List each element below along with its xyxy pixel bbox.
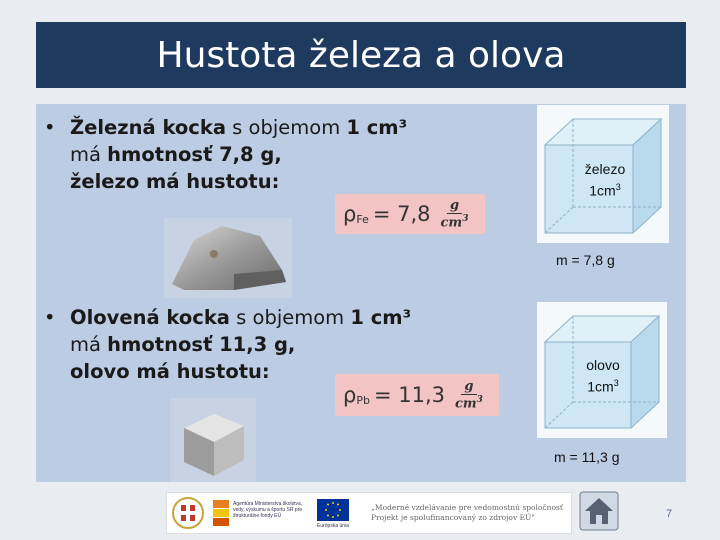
lead-mass-label: m = 11,3 g bbox=[554, 449, 620, 465]
formula-value: = 7,8 bbox=[372, 202, 431, 226]
bullet-lead-text2: má bbox=[70, 333, 108, 356]
bullet-iron bbox=[44, 114, 408, 195]
bullet-iron-text: s objemom bbox=[225, 116, 347, 139]
bullet-iron-density-label: železo má hustotu: bbox=[70, 170, 280, 193]
iron-cube-label: železo $1cm^3$ bbox=[584, 161, 626, 199]
page-number: 7 bbox=[666, 508, 673, 520]
formula-subscript: Pb bbox=[356, 393, 370, 407]
bullet-lead-mass: hmotnosť 11,3 g, bbox=[107, 333, 296, 356]
bullet-lead-density-label: olovo má hustotu: bbox=[70, 360, 270, 383]
eu-flag-icon bbox=[317, 499, 349, 521]
formula-unit: $\frac{g}{cm^3}$ bbox=[440, 197, 469, 231]
footer-logos bbox=[166, 492, 572, 534]
formula-unit: $\frac{g}{cm^3}$ bbox=[455, 378, 483, 412]
lead-cube-image bbox=[170, 398, 256, 482]
formula-value: = 11,3 bbox=[373, 383, 445, 407]
lead-cube-label: olovo $1cm^3$ bbox=[586, 357, 620, 395]
bullet-iron-mass: hmotnosť 7,8 g, bbox=[107, 143, 282, 166]
home-icon[interactable] bbox=[579, 491, 619, 531]
slogan-text: „Moderné vzdelávanie pre vedomostnú spoločnosť Projekt je spolufinancovaný zo zdrojov EÚ" bbox=[371, 503, 563, 522]
formula-iron bbox=[335, 194, 485, 234]
bullet-lead bbox=[44, 304, 412, 385]
school-crest-icon bbox=[171, 496, 205, 530]
slide-title: Hustota železa a olova bbox=[156, 34, 566, 76]
bullet-icon: • bbox=[44, 306, 56, 329]
bullet-lead-volume: 1 cm³ bbox=[350, 306, 412, 329]
iron-mass-label: m = 7,8 g bbox=[556, 252, 615, 268]
formula-lead bbox=[335, 374, 499, 416]
title-bar bbox=[36, 22, 686, 88]
eu-text: Európska únia bbox=[317, 523, 349, 529]
rho-symbol: ρ bbox=[343, 383, 357, 407]
bullet-lead-subject: Olovená kocka bbox=[70, 306, 230, 329]
bullet-icon: • bbox=[44, 116, 56, 139]
agency-text: Agentúra Ministerstva školstva, vedy, výskumu a športu SR pre štrukturálne fondy EÚ bbox=[233, 501, 303, 519]
iron-piece-image bbox=[164, 218, 292, 298]
bullet-lead-text: s objemom bbox=[229, 306, 351, 329]
agency-logo-icon bbox=[211, 498, 231, 528]
rho-symbol: ρ bbox=[343, 202, 357, 226]
bullet-iron-text2: má bbox=[70, 143, 108, 166]
formula-subscript: Fe bbox=[356, 212, 369, 226]
bullet-iron-subject: Železná kocka bbox=[70, 116, 226, 139]
bullet-iron-volume: 1 cm³ bbox=[346, 116, 408, 139]
